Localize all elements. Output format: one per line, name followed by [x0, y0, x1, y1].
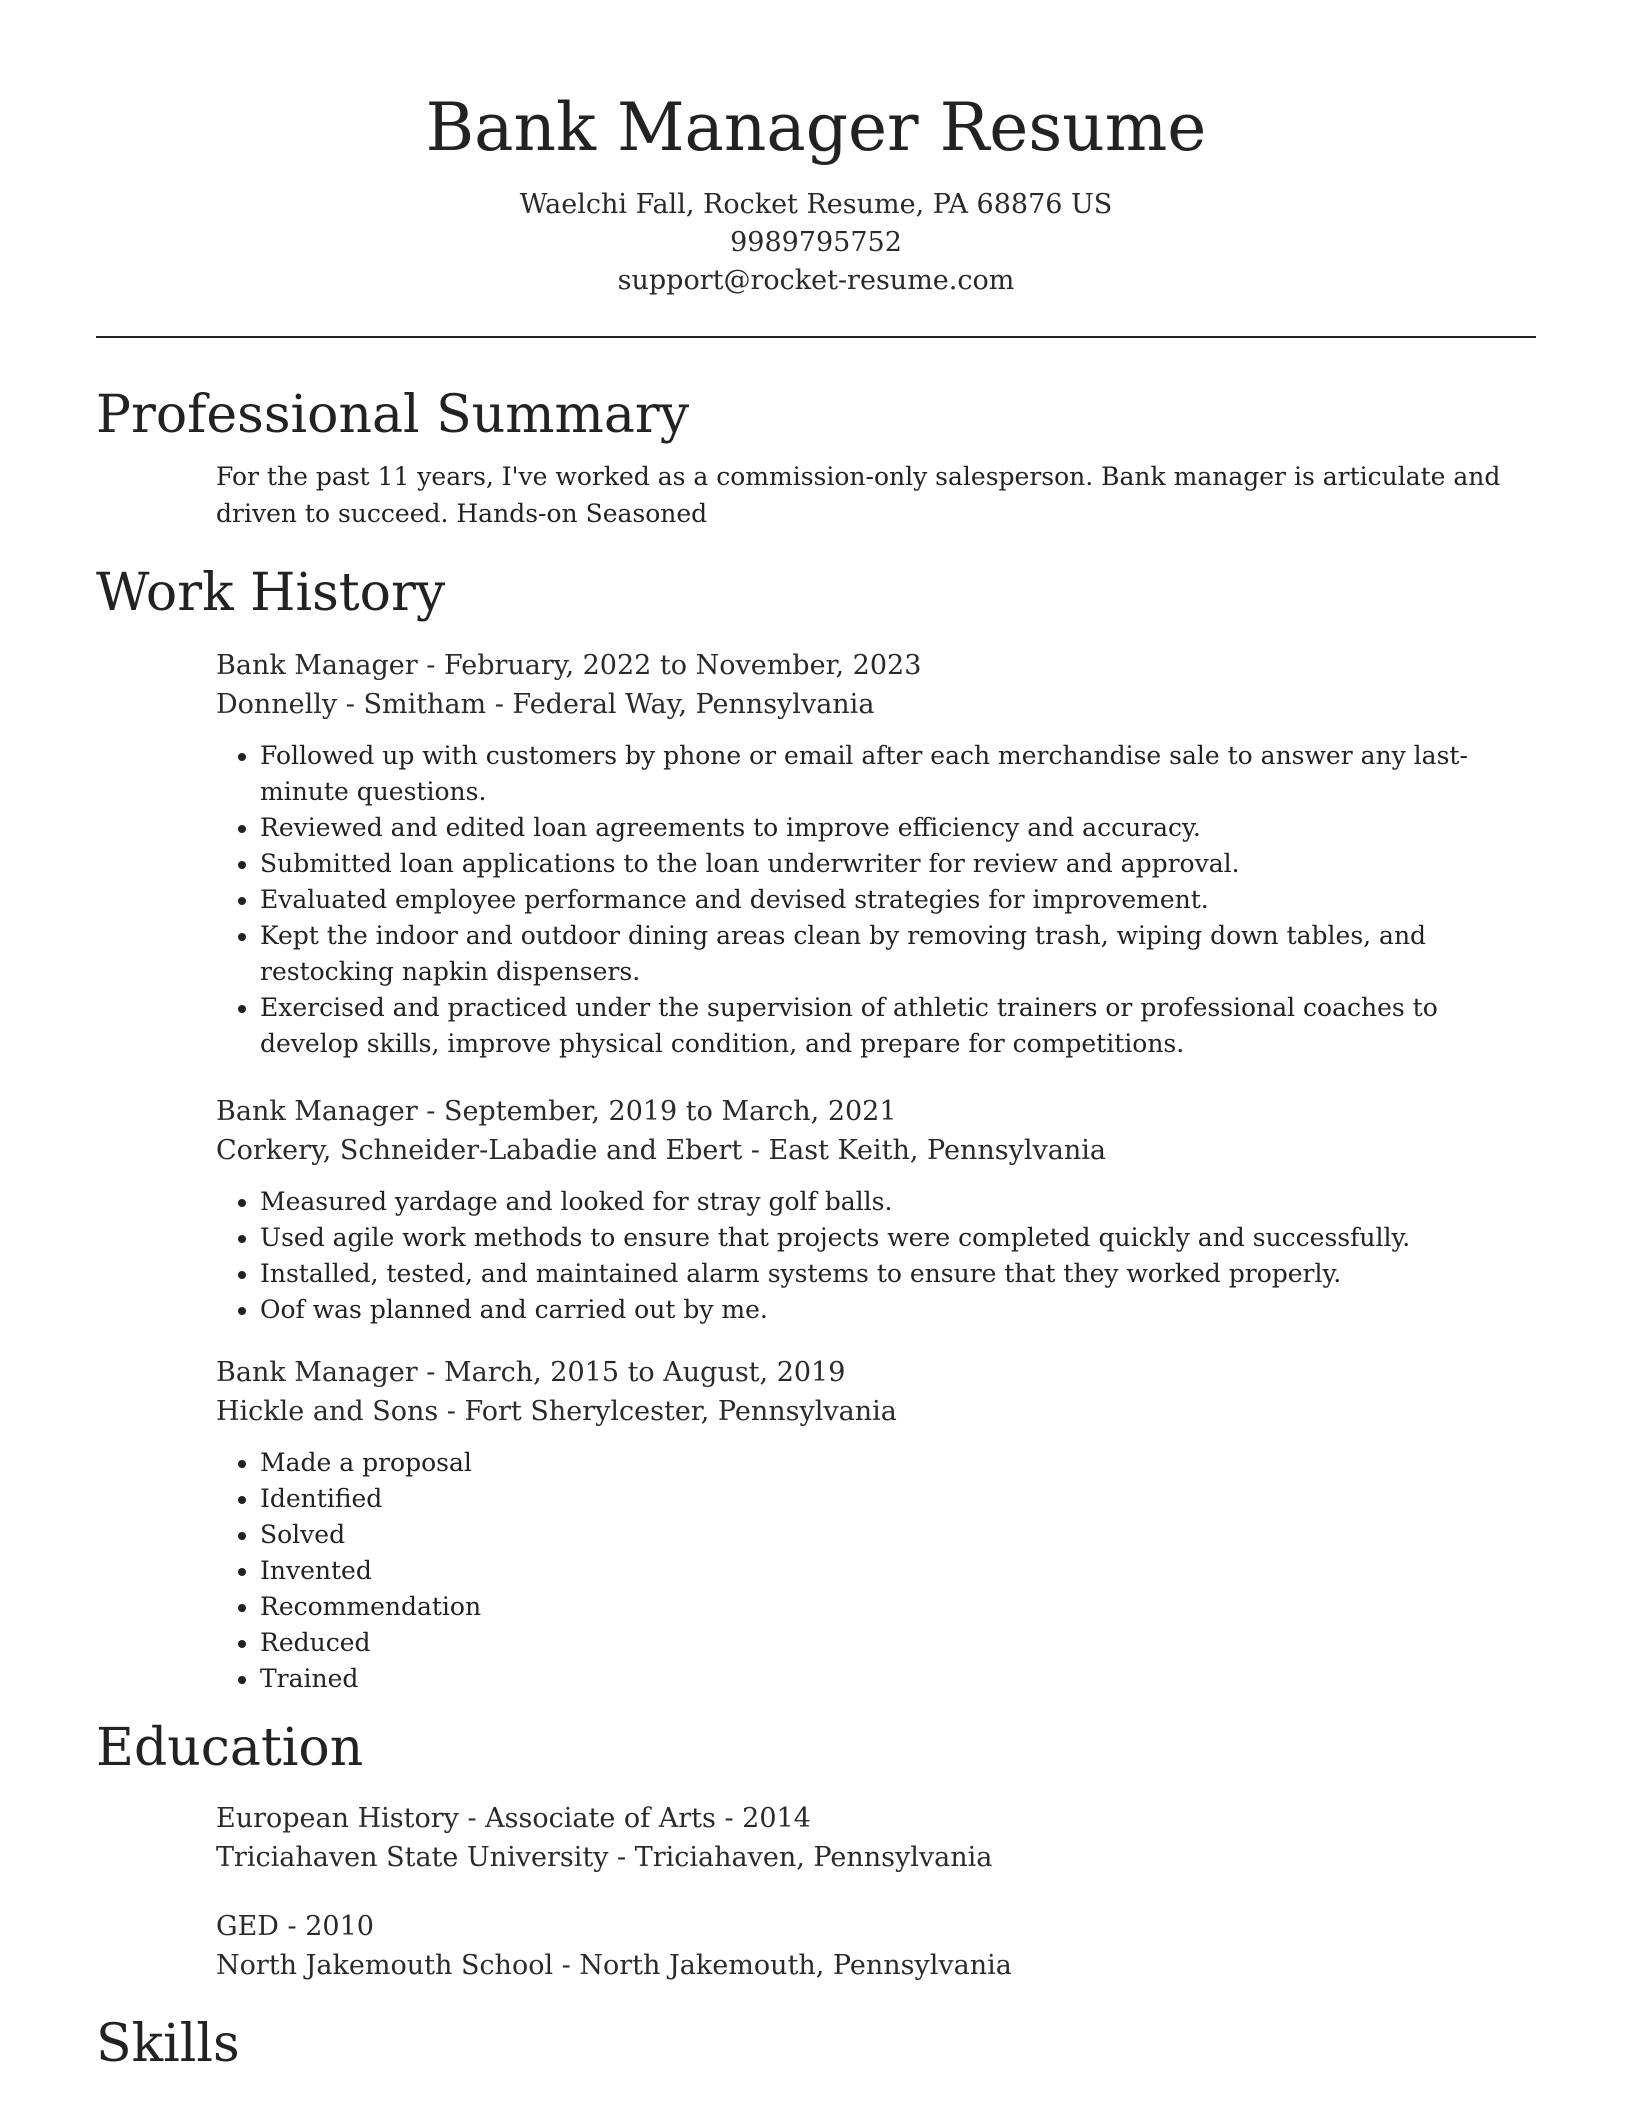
education-degree-line: GED - 2010 — [216, 1911, 374, 1942]
summary-heading: Professional Summary — [96, 385, 690, 445]
job-bullet: • Followed up with customers by phone or email after each merchandise sale to answer any last-minute questions. — [260, 738, 1536, 810]
header-divider — [96, 336, 1536, 338]
summary-text: For the past 11 years, I've worked as a commission-only salesperson. Bank manager is articulate and driven to succeed. Hands-on Seasoned — [216, 462, 1501, 528]
skills-heading: Skills — [96, 2014, 240, 2074]
job-bullets — [216, 738, 1536, 1062]
resume-page — [96, 0, 1536, 2079]
job-bullets — [216, 1445, 1536, 1697]
job-entry — [216, 1092, 1536, 1328]
job-title-line: Bank Manager - February, 2022 to November, 2023 — [216, 650, 922, 681]
job-bullet: • Submitted loan applications to the loan underwriter for review and approval. — [260, 846, 1536, 882]
education-entry — [216, 1799, 1536, 1877]
job-bullet: • Recommendation — [260, 1589, 1536, 1625]
resume-title: Bank Manager Resume — [425, 89, 1207, 166]
job-bullet: • Exercised and practiced under the supervision of athletic trainers or professional coaches to develop skills, improve physical condition, and prepare for competitions. — [260, 990, 1536, 1062]
job-bullet: • Measured yardage and looked for stray golf balls. — [260, 1184, 1536, 1220]
education-school-line: Triciahaven State University - Triciahaven, Pennsylvania — [216, 1842, 993, 1873]
contact-address: Waelchi Fall, Rocket Resume, PA 68876 US — [519, 189, 1113, 220]
job-bullet: • Installed, tested, and maintained alarm systems to ensure that they worked properly. — [260, 1256, 1536, 1292]
resume-header — [96, 0, 1536, 300]
job-title-line: Bank Manager - March, 2015 to August, 2019 — [216, 1357, 846, 1388]
job-bullet: • Made a proposal — [260, 1445, 1536, 1481]
education-degree-line: European History - Associate of Arts - 2014 — [216, 1803, 811, 1834]
job-entry — [216, 646, 1536, 1062]
job-bullet: • Identified — [260, 1481, 1536, 1517]
job-title-line: Bank Manager - September, 2019 to March, 2021 — [216, 1096, 897, 1127]
education-school-line: North Jakemouth School - North Jakemouth, Pennsylvania — [216, 1950, 1012, 1981]
job-bullet: • Kept the indoor and outdoor dining areas clean by removing trash, wiping down tables, and restocking napkin dispensers. — [260, 918, 1536, 990]
work-history-heading: Work History — [96, 563, 446, 623]
job-bullet: • Reviewed and edited loan agreements to improve efficiency and accuracy. — [260, 810, 1536, 846]
education-entry — [216, 1907, 1536, 1985]
job-company-line: Hickle and Sons - Fort Sherylcester, Pennsylvania — [216, 1396, 897, 1427]
job-bullet: • Solved — [260, 1517, 1536, 1553]
job-bullet: • Trained — [260, 1661, 1536, 1697]
job-company-line: Corkery, Schneider-Labadie and Ebert - East Keith, Pennsylvania — [216, 1135, 1106, 1166]
job-bullet: • Invented — [260, 1553, 1536, 1589]
job-bullet: • Oof was planned and carried out by me. — [260, 1292, 1536, 1328]
contact-email: support@rocket-resume.com — [617, 265, 1015, 296]
job-entry — [216, 1353, 1536, 1697]
education-heading: Education — [96, 1718, 364, 1778]
job-bullet: • Reduced — [260, 1625, 1536, 1661]
job-bullet: • Evaluated employee performance and devised strategies for improvement. — [260, 882, 1536, 918]
job-bullet: • Used agile work methods to ensure that projects were completed quickly and successfully. — [260, 1220, 1536, 1256]
job-company-line: Donnelly - Smitham - Federal Way, Pennsylvania — [216, 689, 875, 720]
contact-phone: 9989795752 — [730, 227, 902, 258]
job-bullets — [216, 1184, 1536, 1328]
